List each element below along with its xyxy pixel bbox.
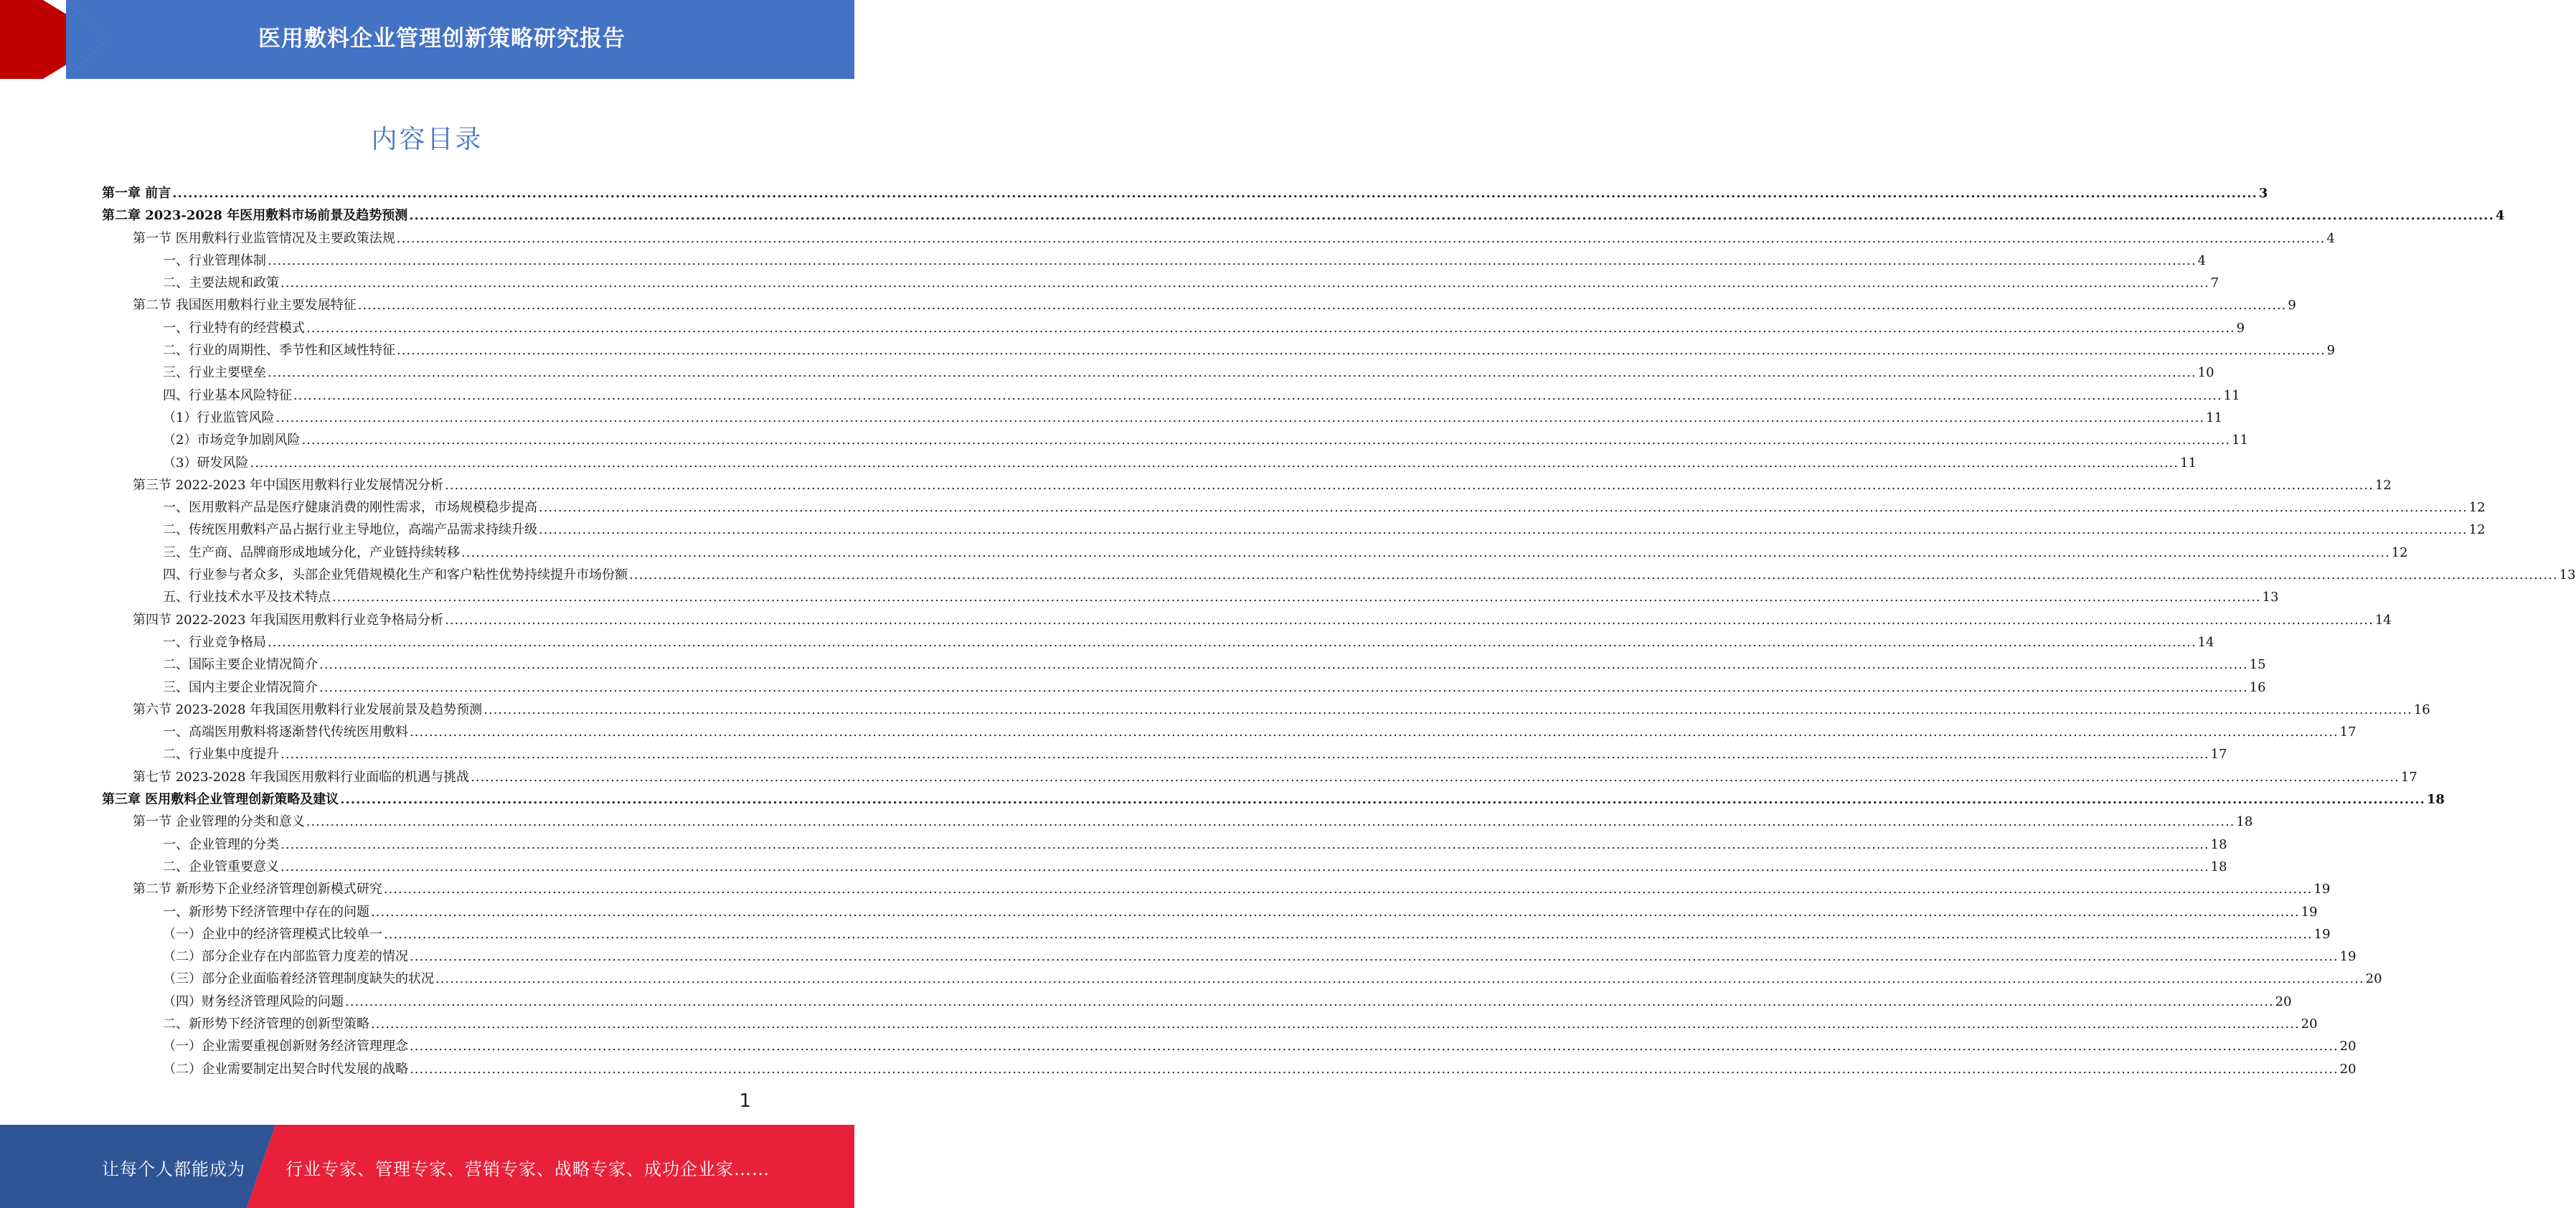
toc-entry-text: （1）行业监管风险 (163, 410, 275, 425)
report-footer (0, 1125, 854, 1208)
toc-entry[interactable] (102, 878, 2331, 900)
toc-entry[interactable] (102, 811, 2253, 833)
toc-page-number: 12 (2468, 500, 2486, 516)
toc-page-number: 15 (2249, 657, 2266, 673)
report-title: 医用敷料企业管理创新策略研究报告 (258, 26, 626, 52)
toc-entry[interactable] (102, 250, 2207, 272)
toc-page-number: 18 (2210, 836, 2227, 852)
toc-page-number: 12 (2468, 522, 2486, 538)
toc-leader-dots: ................................................................................................................................................................................................................................................................................................................................................................................................................ (306, 320, 2235, 336)
toc-leader-dots: ................................................................................................................................................................................................................................................................................................................................................................................................................ (410, 949, 2339, 965)
toc-page-number: 14 (2374, 612, 2392, 628)
toc-page-number: 20 (2301, 1016, 2318, 1032)
toc-leader-dots: ................................................................................................................................................................................................................................................................................................................................................................................................................ (383, 882, 2313, 897)
toc-leader-dots: ................................................................................................................................................................................................................................................................................................................................................................................................................ (483, 702, 2412, 717)
toc-entry[interactable] (102, 766, 2417, 788)
toc-entry[interactable] (102, 542, 2408, 564)
toc-entry-text: 一、新形势下经济管理中存在的问题 (163, 904, 369, 920)
toc-entry[interactable] (102, 452, 2197, 474)
report-header (0, 0, 854, 79)
page-number: 1 (739, 1090, 751, 1112)
toc-page-number: 11 (2206, 410, 2223, 425)
toc-entry[interactable] (102, 653, 2266, 676)
toc-entry-text: 第二章 2023-2028 年医用敷料市场前景及趋势预测 (102, 208, 408, 224)
toc-entry[interactable] (102, 1058, 2356, 1080)
toc-entry-text: 二、传统医用敷料产品占据行业主导地位，高端产品需求持续升级 (163, 522, 537, 538)
toc-leader-dots: ................................................................................................................................................................................................................................................................................................................................................................................................................ (280, 859, 2209, 874)
toc-leader-dots: ................................................................................................................................................................................................................................................................................................................................................................................................................ (384, 926, 2313, 942)
toc-entry-text: 一、企业管理的分类 (163, 836, 279, 852)
toc-entry-text: 二、行业集中度提升 (163, 747, 279, 763)
toc-entry[interactable] (102, 901, 2318, 923)
toc-page-number: 16 (2249, 679, 2266, 695)
toc-page-number: 12 (2391, 544, 2408, 560)
toc-entry[interactable] (102, 968, 2382, 990)
toc-page-number: 9 (2326, 343, 2336, 359)
toc-entry[interactable] (102, 182, 2268, 204)
toc-page-number: 19 (2313, 926, 2331, 942)
toc-leader-dots: ................................................................................................................................................................................................................................................................................................................................................................................................................ (250, 455, 2179, 471)
toc-leader-dots: ................................................................................................................................................................................................................................................................................................................................................................................................................ (268, 634, 2197, 650)
toc-entry-text: 第二节 我国医用敷料行业主要发展特征 (133, 298, 357, 313)
toc-entry[interactable] (102, 834, 2227, 856)
toc-entry-text: 二、企业管重要意义 (163, 859, 279, 874)
toc-leader-dots: ................................................................................................................................................................................................................................................................................................................................................................................................................ (306, 814, 2235, 830)
toc-entry[interactable] (102, 1013, 2318, 1035)
toc-entry[interactable] (102, 586, 2279, 608)
toc-leader-dots: ................................................................................................................................................................................................................................................................................................................................................................................................................ (280, 275, 2209, 291)
toc-entry-text: 一、行业竞争格局 (163, 634, 266, 650)
toc-leader-dots: ................................................................................................................................................................................................................................................................................................................................................................................................................ (629, 567, 2558, 583)
toc-leader-dots: ................................................................................................................................................................................................................................................................................................................................................................................................................ (371, 904, 2300, 920)
toc-entry[interactable] (102, 407, 2223, 429)
toc-page-number: 11 (2180, 455, 2197, 471)
toc-page-number: 17 (2210, 747, 2227, 763)
toc-entry[interactable] (102, 294, 2296, 316)
toc-leader-dots: ................................................................................................................................................................................................................................................................................................................................................................................................................ (539, 500, 2468, 516)
footer-slogan-right: 行业专家、管理专家、营销专家、战略专家、成功企业家…… (286, 1159, 770, 1179)
toc-leader-dots: ................................................................................................................................................................................................................................................................................................................................................................................................................ (293, 387, 2222, 403)
toc-entry-text: 二、新形势下经济管理的创新型策略 (163, 1016, 369, 1032)
toc-page-number: 18 (2236, 814, 2253, 830)
toc-page-number: 4 (2495, 208, 2505, 224)
toc-leader-dots: ................................................................................................................................................................................................................................................................................................................................................................................................................ (357, 298, 2287, 313)
toc-entry[interactable] (102, 519, 2486, 541)
toc-page-number: 9 (2288, 298, 2296, 313)
toc-entry[interactable] (102, 564, 2576, 586)
toc-entry[interactable] (102, 788, 2445, 811)
toc-entry-text: （二）部分企业存在内部监管力度差的情况 (163, 949, 408, 965)
toc-leader-dots: ................................................................................................................................................................................................................................................................................................................................................................................................................ (471, 769, 2400, 785)
toc-page-number: 16 (2413, 702, 2430, 717)
toc-page-number: 4 (2326, 230, 2335, 246)
footer-slogan-left: 让每个人都能成为 (102, 1159, 245, 1179)
toc-page-number: 18 (2210, 859, 2227, 874)
toc-page-number: 18 (2426, 792, 2445, 808)
toc-entry[interactable] (102, 1035, 2356, 1057)
toc-entry[interactable] (102, 923, 2331, 945)
toc-leader-dots: ................................................................................................................................................................................................................................................................................................................................................................................................................ (539, 522, 2468, 538)
toc-leader-dots: ................................................................................................................................................................................................................................................................................................................................................................................................................ (345, 994, 2274, 1009)
toc-page-number: 11 (2232, 433, 2249, 448)
toc-entry[interactable] (102, 429, 2249, 451)
toc-entry[interactable] (102, 945, 2356, 968)
toc-leader-dots: ................................................................................................................................................................................................................................................................................................................................................................................................................ (435, 971, 2364, 987)
toc-leader-dots: ................................................................................................................................................................................................................................................................................................................................................................................................................ (319, 657, 2248, 673)
toc-entry[interactable] (102, 699, 2430, 721)
toc-entry-text: 第一章 前言 (102, 186, 171, 201)
toc-entry[interactable] (102, 317, 2245, 339)
toc-leader-dots: ................................................................................................................................................................................................................................................................................................................................................................................................................ (409, 208, 2494, 224)
toc-leader-dots: ................................................................................................................................................................................................................................................................................................................................................................................................................ (445, 612, 2374, 628)
toc-leader-dots: ................................................................................................................................................................................................................................................................................................................................................................................................................ (268, 253, 2197, 268)
toc-page-number: 20 (2275, 994, 2292, 1009)
toc-entry-text: （3）研发风险 (163, 455, 249, 471)
toc-entry-text: （一）企业中的经济管理模式比较单一 (163, 926, 382, 942)
toc-entry[interactable] (102, 991, 2292, 1013)
toc-page-number: 20 (2339, 1061, 2356, 1077)
toc-entry-text: 五、行业技术水平及技术特点 (163, 590, 331, 605)
toc-entry-text: 二、行业的周期性、季节性和区域性特征 (163, 343, 395, 359)
toc-page-number: 13 (2559, 567, 2576, 583)
toc-entry[interactable] (102, 743, 2227, 765)
toc-leader-dots: ................................................................................................................................................................................................................................................................................................................................................................................................................ (410, 1061, 2339, 1077)
toc-entry-text: 第一节 医用敷料行业监管情况及主要政策法规 (133, 230, 395, 246)
toc-entry-text: （一）企业需要重视创新财务经济管理理念 (163, 1039, 408, 1054)
toc-leader-dots: ................................................................................................................................................................................................................................................................................................................................................................................................................ (396, 230, 2326, 246)
toc-leader-dots: ................................................................................................................................................................................................................................................................................................................................................................................................................ (280, 747, 2209, 763)
toc-entry[interactable] (102, 227, 2335, 250)
toc-entry-text: 三、生产商、品牌商形成地域分化，产业链持续转移 (163, 544, 460, 560)
toc-page-number: 19 (2313, 882, 2331, 897)
toc-entry-text: 第七节 2023-2028 年我国医用敷料行业面临的机遇与挑战 (133, 769, 470, 785)
toc-entry[interactable] (102, 609, 2392, 631)
toc-entry[interactable] (102, 474, 2392, 496)
toc-page-number: 17 (2339, 725, 2356, 740)
toc-entry-text: 第三节 2022-2023 年中国医用敷料行业发展情况分析 (133, 477, 444, 493)
toc-page-number: 13 (2262, 590, 2279, 605)
toc-leader-dots: ................................................................................................................................................................................................................................................................................................................................................................................................................ (410, 725, 2339, 740)
toc-entry-text: 第二节 新形势下企业经济管理创新模式研究 (133, 882, 382, 897)
toc-entry-text: （2）市场竞争加剧风险 (163, 433, 301, 448)
toc-leader-dots: ................................................................................................................................................................................................................................................................................................................................................................................................................ (371, 1016, 2300, 1032)
toc-leader-dots: ................................................................................................................................................................................................................................................................................................................................................................................................................ (319, 679, 2248, 695)
toc-entry-text: 第一节 企业管理的分类和意义 (133, 814, 305, 830)
toc-entry-text: 四、行业参与者众多，头部企业凭借规模化生产和客户粘性优势持续提升市场份额 (163, 567, 628, 583)
toc-entry-text: （二）企业需要制定出契合时代发展的战略 (163, 1061, 408, 1077)
toc-leader-dots: ................................................................................................................................................................................................................................................................................................................................................................................................................ (397, 343, 2326, 359)
toc-entry-text: 一、行业特有的经营模式 (163, 320, 305, 336)
toc-entry[interactable] (102, 856, 2227, 878)
toc-leader-dots: ................................................................................................................................................................................................................................................................................................................................................................................................................ (172, 186, 2257, 201)
toc-leader-dots: ................................................................................................................................................................................................................................................................................................................................................................................................................ (340, 792, 2425, 808)
toc-entry[interactable] (102, 339, 2336, 362)
toc-leader-dots: ................................................................................................................................................................................................................................................................................................................................................................................................................ (275, 410, 2205, 425)
toc-entry-text: 二、主要法规和政策 (163, 275, 279, 291)
toc-page-number: 11 (2223, 387, 2240, 403)
toc-page-number: 4 (2197, 253, 2207, 268)
toc-entry-text: 一、高端医用敷料将逐渐替代传统医用敷料 (163, 725, 408, 740)
toc-leader-dots: ................................................................................................................................................................................................................................................................................................................................................................................................................ (461, 544, 2390, 560)
toc-entry-text: （四）财务经济管理风险的问题 (163, 994, 344, 1009)
toc-page-number: 19 (2301, 904, 2318, 920)
toc-entry[interactable] (102, 631, 2214, 653)
toc-entry-text: 三、国内主要企业情况简介 (163, 679, 318, 695)
toc-leader-dots: ................................................................................................................................................................................................................................................................................................................................................................................................................ (280, 836, 2209, 852)
toc-entry-text: 四、行业基本风险特征 (163, 387, 292, 403)
toc-entry[interactable] (102, 272, 2219, 294)
toc-entry-text: 一、行业管理体制 (163, 253, 266, 268)
toc-entry[interactable] (102, 676, 2266, 699)
toc-leader-dots: ................................................................................................................................................................................................................................................................................................................................................................................................................ (301, 433, 2231, 448)
toc-entry[interactable] (102, 496, 2486, 519)
toc-page-number: 20 (2365, 971, 2382, 987)
toc-entry-text: 第四节 2022-2023 年我国医用敷料行业竞争格局分析 (133, 612, 444, 628)
toc-page-number: 10 (2197, 365, 2214, 381)
toc-entry[interactable] (102, 204, 2505, 227)
toc-leader-dots: ................................................................................................................................................................................................................................................................................................................................................................................................................ (410, 1039, 2339, 1054)
toc-page-number: 12 (2374, 477, 2392, 493)
table-of-contents (102, 182, 2576, 1080)
toc-page-number: 19 (2339, 949, 2356, 965)
toc-heading: 内容目录 (371, 125, 483, 154)
toc-page-number: 7 (2210, 275, 2219, 291)
toc-entry-text: 第六节 2023-2028 年我国医用敷料行业发展前景及趋势预测 (133, 702, 483, 717)
toc-page-number: 14 (2197, 634, 2214, 650)
toc-entry-text: 一、医用敷料产品是医疗健康消费的刚性需求，市场规模稳步提高 (163, 500, 537, 516)
toc-leader-dots: ................................................................................................................................................................................................................................................................................................................................................................................................................ (332, 590, 2261, 605)
toc-page-number: 3 (2258, 186, 2268, 201)
toc-entry[interactable] (102, 362, 2214, 384)
toc-entry-text: 二、国际主要企业情况简介 (163, 657, 318, 673)
toc-entry-text: （三）部分企业面临着经济管理制度缺失的状况 (163, 971, 434, 987)
toc-page-number: 17 (2400, 769, 2417, 785)
toc-page-number: 9 (2236, 320, 2245, 336)
toc-entry-text: 第三章 医用敷料企业管理创新策略及建议 (102, 792, 339, 808)
toc-leader-dots: ................................................................................................................................................................................................................................................................................................................................................................................................................ (268, 365, 2197, 381)
toc-page-number: 20 (2339, 1039, 2356, 1054)
toc-entry-text: 三、行业主要壁垒 (163, 365, 266, 381)
toc-leader-dots: ................................................................................................................................................................................................................................................................................................................................................................................................................ (445, 477, 2374, 493)
toc-entry[interactable] (102, 721, 2356, 743)
toc-entry[interactable] (102, 384, 2240, 407)
